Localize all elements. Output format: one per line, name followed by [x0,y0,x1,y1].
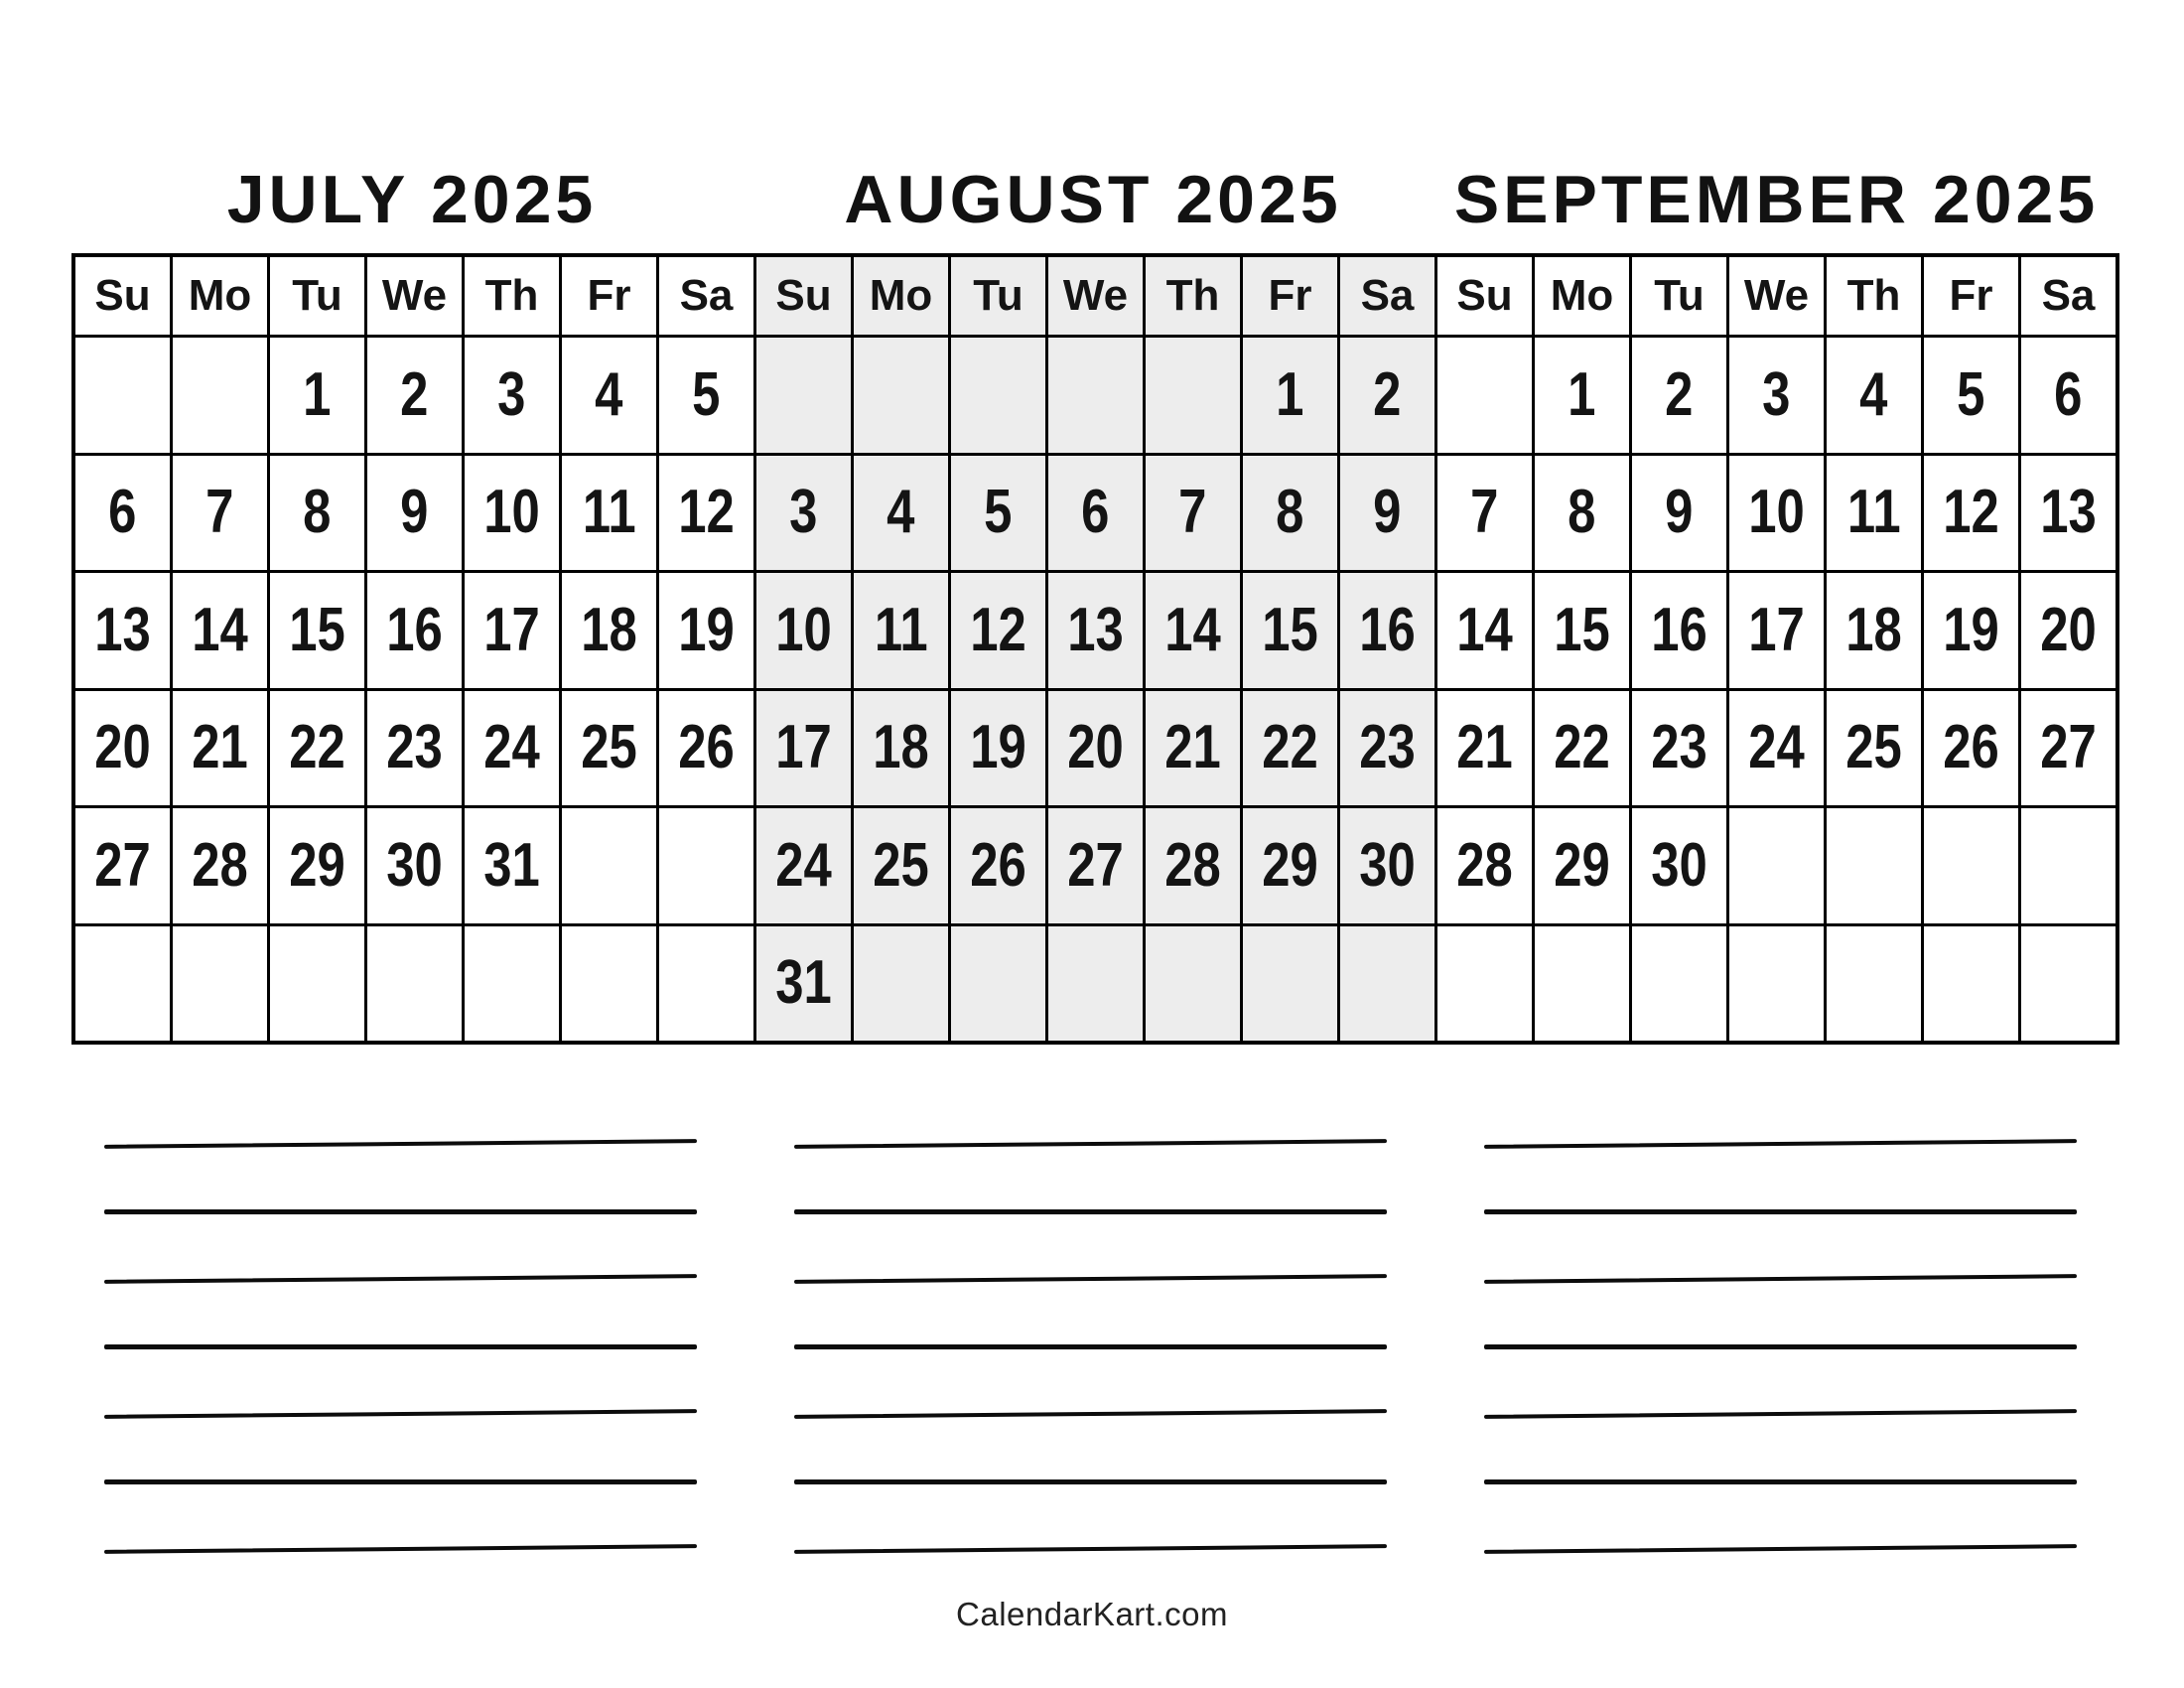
day-cell [756,691,851,806]
day-cell [1632,691,1726,806]
note-writing-line [1484,1139,2077,1149]
empty-day-cell [173,926,267,1042]
empty-day-cell [854,926,948,1042]
day-number: 20 [1067,713,1124,782]
note-writing-line [104,1209,697,1214]
note-writing-line [1484,1479,2077,1484]
day-number: 26 [1943,713,1999,782]
day-number: 17 [775,713,832,782]
day-number: 9 [1665,478,1694,547]
day-cell [659,456,753,571]
day-number: 2 [400,359,429,429]
day-number: 23 [1651,713,1707,782]
day-number: 28 [1164,830,1221,900]
day-cell [1535,691,1629,806]
day-cell [270,691,364,806]
day-number: 8 [303,478,332,547]
day-cell [562,456,656,571]
empty-day-cell [854,338,948,453]
day-cell [1827,456,1921,571]
day-cell [2021,573,2116,688]
day-number: 24 [483,713,540,782]
empty-day-cell [1048,338,1143,453]
day-number: 21 [1456,713,1513,782]
day-cell [1340,691,1434,806]
day-number: 1 [303,359,332,429]
note-writing-line [1484,1409,2077,1419]
day-number: 5 [692,359,721,429]
day-header-cell: Sa [2021,257,2116,335]
day-number: 18 [581,595,637,664]
empty-day-cell [2021,808,2116,923]
day-number: 2 [1665,359,1694,429]
empty-day-cell [1535,926,1629,1042]
empty-day-cell [1924,808,2018,923]
day-number: 27 [2040,713,2097,782]
day-number: 14 [1164,595,1221,664]
empty-day-cell [951,338,1045,453]
day-number: 16 [1651,595,1707,664]
note-writing-line [1484,1274,2077,1284]
day-number: 10 [1748,478,1805,547]
day-number: 11 [582,478,636,547]
note-writing-line [794,1479,1387,1484]
empty-day-cell [75,338,170,453]
day-number: 16 [386,595,443,664]
note-writing-line [1484,1544,2077,1554]
day-header-cell: Mo [1535,257,1629,335]
day-cell [1535,808,1629,923]
day-cell [465,808,559,923]
day-number: 25 [581,713,637,782]
day-cell [1340,808,1434,923]
empty-day-cell [951,926,1045,1042]
empty-day-cell [75,926,170,1042]
day-cell [1340,456,1434,571]
day-cell [173,691,267,806]
note-writing-line [104,1479,697,1484]
empty-day-cell [756,338,851,453]
day-number: 22 [289,713,345,782]
day-number: 23 [386,713,443,782]
day-header-cell: Sa [659,257,753,335]
day-cell [951,456,1045,571]
empty-day-cell [2021,926,2116,1042]
day-number: 24 [775,830,832,900]
day-cell [1048,573,1143,688]
day-number: 21 [1164,713,1221,782]
day-number: 16 [1359,595,1416,664]
empty-day-cell [1146,926,1240,1042]
day-cell [951,573,1045,688]
day-number: 17 [483,595,540,664]
day-number: 28 [1456,830,1513,900]
day-cell [659,691,753,806]
day-number: 10 [483,478,540,547]
note-writing-line [794,1409,1387,1419]
day-header-cell: Fr [1243,257,1337,335]
day-number: 7 [1470,478,1499,547]
note-writing-line [104,1344,697,1349]
day-cell [854,456,948,571]
day-cell [1632,338,1726,453]
day-cell [1729,691,1824,806]
note-writing-line [104,1544,697,1554]
day-cell [173,573,267,688]
day-cell [270,573,364,688]
day-number: 3 [1762,359,1791,429]
day-number: 11 [1846,478,1901,547]
day-number: 1 [1276,359,1304,429]
day-number: 30 [386,830,443,900]
empty-day-cell [1924,926,2018,1042]
empty-day-cell [562,808,656,923]
day-number: 4 [887,478,915,547]
day-cell [1146,808,1240,923]
empty-day-cell [367,926,462,1042]
day-cell [1437,691,1532,806]
day-cell [1243,808,1337,923]
day-number: 19 [678,595,735,664]
day-number: 9 [400,478,429,547]
day-number: 3 [497,359,526,429]
day-number: 2 [1373,359,1402,429]
day-cell [1535,573,1629,688]
day-number: 13 [94,595,151,664]
day-number: 31 [775,948,832,1018]
day-header-cell: Su [756,257,851,335]
day-cell [951,691,1045,806]
day-number: 18 [1845,595,1902,664]
day-header-cell: Fr [562,257,656,335]
day-cell [1243,456,1337,571]
day-cell [75,456,170,571]
day-header-cell: We [367,257,462,335]
day-number: 20 [94,713,151,782]
day-cell [756,808,851,923]
day-number: 12 [1943,478,1999,547]
day-cell [1535,456,1629,571]
day-cell [465,573,559,688]
day-cell [1437,808,1532,923]
day-header-cell: Mo [173,257,267,335]
empty-day-cell [1243,926,1337,1042]
day-cell [562,691,656,806]
day-number: 18 [873,713,929,782]
day-number: 23 [1359,713,1416,782]
day-header-cell: Tu [1632,257,1726,335]
empty-day-cell [562,926,656,1042]
empty-day-cell [1632,926,1726,1042]
day-header-cell: We [1729,257,1824,335]
day-number: 25 [1845,713,1902,782]
note-writing-line [794,1209,1387,1214]
day-cell [854,808,948,923]
day-number: 26 [970,830,1026,900]
empty-day-cell [1729,926,1824,1042]
day-number: 1 [1568,359,1596,429]
day-number: 17 [1748,595,1805,664]
day-number: 22 [1554,713,1610,782]
day-number: 4 [595,359,623,429]
day-number: 31 [483,830,540,900]
day-number: 13 [1067,595,1124,664]
empty-day-cell [659,808,753,923]
day-number: 30 [1359,830,1416,900]
day-number: 8 [1568,478,1596,547]
month-title-september: SEPTEMBER 2025 [1453,162,2100,237]
day-header-cell: Sa [1340,257,1434,335]
day-cell [854,691,948,806]
day-number: 6 [2054,359,2083,429]
day-cell [270,456,364,571]
day-number: 28 [192,830,248,900]
month-title-august: AUGUST 2025 [844,162,1342,237]
day-number: 9 [1373,478,1402,547]
day-cell [562,573,656,688]
empty-day-cell [465,926,559,1042]
day-number: 4 [1859,359,1888,429]
empty-day-cell [1146,338,1240,453]
day-number: 10 [775,595,832,664]
day-cell [1437,456,1532,571]
note-writing-line [1484,1209,2077,1214]
day-header-cell: Th [1827,257,1921,335]
day-number: 6 [108,478,137,547]
note-writing-line [794,1544,1387,1554]
day-cell [1048,691,1143,806]
day-number: 11 [874,595,928,664]
day-cell [1340,338,1434,453]
day-cell [1340,573,1434,688]
day-cell [1924,456,2018,571]
day-cell [75,573,170,688]
day-cell [1924,573,2018,688]
day-cell [1827,573,1921,688]
day-header-cell: Mo [854,257,948,335]
day-cell [75,808,170,923]
empty-day-cell [1340,926,1434,1042]
day-cell [1632,808,1726,923]
day-number: 29 [1554,830,1610,900]
day-cell [1632,456,1726,571]
day-cell [2021,338,2116,453]
day-header-cell: Fr [1924,257,2018,335]
day-number: 7 [1178,478,1207,547]
day-cell [1146,573,1240,688]
day-number: 22 [1262,713,1318,782]
day-cell [659,338,753,453]
day-cell [1146,456,1240,571]
empty-day-cell [270,926,364,1042]
day-cell [562,338,656,453]
empty-day-cell [1729,808,1824,923]
day-cell [1827,338,1921,453]
day-cell [2021,456,2116,571]
day-cell [1535,338,1629,453]
empty-day-cell [1827,926,1921,1042]
day-number: 27 [1067,830,1124,900]
day-number: 12 [678,478,735,547]
day-cell [1437,573,1532,688]
day-number: 30 [1651,830,1707,900]
day-cell [2021,691,2116,806]
day-cell [1146,691,1240,806]
day-number: 21 [192,713,248,782]
day-cell [1048,456,1143,571]
day-cell [367,808,462,923]
day-cell [367,338,462,453]
day-number: 26 [678,713,735,782]
note-writing-line [104,1139,697,1149]
day-cell [756,926,851,1042]
day-cell [465,456,559,571]
brand-watermark: CalendarKart.com [956,1596,1228,1632]
day-number: 15 [1262,595,1318,664]
empty-day-cell [1048,926,1143,1042]
day-number: 15 [1554,595,1610,664]
note-writing-line [104,1409,697,1419]
day-number: 29 [289,830,345,900]
day-header-cell: Tu [951,257,1045,335]
day-cell [465,691,559,806]
day-number: 27 [94,830,151,900]
day-cell [367,573,462,688]
day-cell [1924,338,2018,453]
empty-day-cell [173,338,267,453]
day-number: 29 [1262,830,1318,900]
note-writing-line [1484,1344,2077,1349]
day-cell [1924,691,2018,806]
day-cell [75,691,170,806]
day-header-cell: Su [75,257,170,335]
day-number: 12 [970,595,1026,664]
day-number: 19 [970,713,1026,782]
day-cell [1243,691,1337,806]
day-cell [854,573,948,688]
day-header-cell: We [1048,257,1143,335]
day-number: 3 [789,478,818,547]
note-writing-line [104,1274,697,1284]
day-number: 5 [1957,359,1985,429]
day-header-cell: Th [465,257,559,335]
empty-day-cell [1437,926,1532,1042]
day-cell [173,808,267,923]
note-writing-line [794,1274,1387,1284]
day-cell [1632,573,1726,688]
day-number: 13 [2040,478,2097,547]
day-number: 19 [1943,595,1999,664]
day-cell [270,808,364,923]
day-number: 6 [1081,478,1110,547]
day-header-cell: Su [1437,257,1532,335]
month-title-july: JULY 2025 [226,162,598,237]
day-cell [1729,456,1824,571]
empty-day-cell [1437,338,1532,453]
day-number: 5 [984,478,1013,547]
day-number: 15 [289,595,345,664]
day-cell [1243,338,1337,453]
day-cell [270,338,364,453]
three-month-calendar-grid [71,253,2119,1045]
day-cell [1729,573,1824,688]
day-number: 24 [1748,713,1805,782]
empty-day-cell [1827,808,1921,923]
day-cell [1729,338,1824,453]
day-header-cell: Th [1146,257,1240,335]
day-number: 7 [205,478,234,547]
day-cell [367,456,462,571]
day-cell [659,573,753,688]
note-writing-line [794,1139,1387,1149]
day-cell [1048,808,1143,923]
day-number: 20 [2040,595,2097,664]
day-cell [756,456,851,571]
day-number: 14 [1456,595,1513,664]
day-number: 25 [873,830,929,900]
day-header-cell: Tu [270,257,364,335]
day-cell [367,691,462,806]
empty-day-cell [659,926,753,1042]
day-cell [1827,691,1921,806]
day-number: 8 [1276,478,1304,547]
day-number: 14 [192,595,248,664]
day-cell [1243,573,1337,688]
day-cell [756,573,851,688]
day-cell [951,808,1045,923]
day-cell [173,456,267,571]
day-cell [465,338,559,453]
note-writing-line [794,1344,1387,1349]
